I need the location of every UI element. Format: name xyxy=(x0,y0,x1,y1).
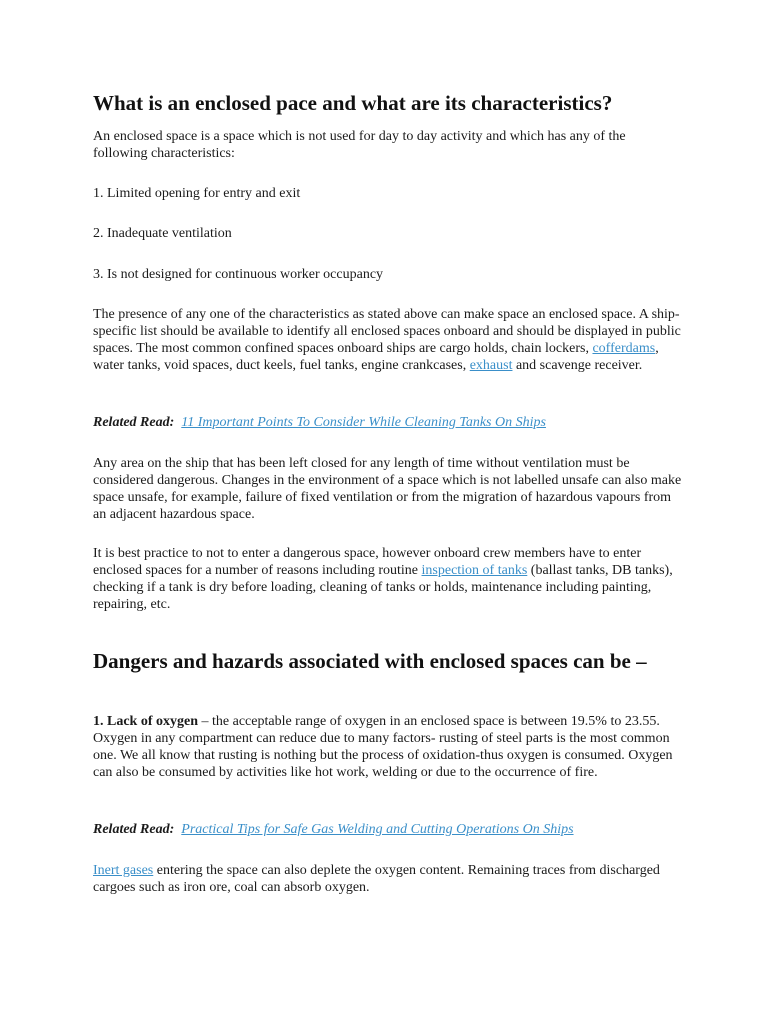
inspection-of-tanks-link[interactable]: inspection of tanks xyxy=(421,563,528,578)
characteristic-item-3: 3. Is not designed for continuous worker occupancy xyxy=(93,267,384,282)
section-heading-dangers: Dangers and hazards associated with enclosed spaces can be – xyxy=(93,649,647,673)
lack-of-oxygen-title: 1. Lack of oxygen xyxy=(93,714,198,729)
best-practice-text-2: (ballast tanks, DB tanks), checking if a tank is dry before loading, cleaning of tanks or holds, maintenance including painting, repairing, etc. xyxy=(93,563,673,612)
inert-gases-link[interactable]: Inert gases xyxy=(93,863,154,878)
related-read-1 xyxy=(93,414,683,431)
lack-of-oxygen-text: – the acceptable range of oxygen in an enclosed space is between 19.5% to 23.55. Oxygen in any compartment can reduce due to many factors- rusting of steel parts is the most common one. We all know that rusting is nothing but the process of oxidation-thus oxygen is consumed. Oxygen can also be consumed by activities like hot work, welding or due to the occurrence of fire. xyxy=(93,714,673,780)
related-read-label: Related Read: xyxy=(93,415,175,430)
inert-gases-text: entering the space can also deplete the oxygen content. Remaining traces from discharged cargoes such as iron ore, coal can absorb oxygen. xyxy=(93,863,660,895)
presence-paragraph xyxy=(93,306,683,374)
characteristic-item-2: 2. Inadequate ventilation xyxy=(93,226,232,241)
related-read-2 xyxy=(93,821,683,838)
related-read-link-gas-welding[interactable]: Practical Tips for Safe Gas Welding and Cutting Operations On Ships xyxy=(181,822,574,837)
related-read-link-tank-cleaning[interactable]: 11 Important Points To Consider While Cleaning Tanks On Ships xyxy=(181,415,546,430)
page-title: What is an enclosed pace and what are its characteristics? xyxy=(93,91,613,115)
cofferdams-link[interactable]: cofferdams xyxy=(592,341,656,356)
inert-gases-paragraph xyxy=(93,862,683,896)
presence-text-3: and scavenge receiver. xyxy=(512,358,643,373)
any-area-paragraph: Any area on the ship that has been left closed for any length of time without ventilation must be considered dangerous. Changes in the environment of a space which is not labelled unsafe can also make space unsafe, for example, failure of fixed ventilation or from the migration of hazardous vapours from an adjacent hazardous space. xyxy=(93,456,682,522)
best-practice-paragraph xyxy=(93,545,683,613)
related-read-label: Related Read: xyxy=(93,822,175,837)
presence-text-1: The presence of any one of the characteristics as stated above can make space an enclosed space. A ship-specific list should be available to identify all enclosed spaces onboard and should be displayed in public spaces. The most common confined spaces onboard ships are cargo holds, chain lockers, xyxy=(93,307,681,356)
intro-paragraph: An enclosed space is a space which is not used for day to day activity and which has any of the following characteristics: xyxy=(93,129,626,161)
characteristic-item-1: 1. Limited opening for entry and exit xyxy=(93,186,301,201)
best-practice-text-1: It is best practice to not to enter a dangerous space, however onboard crew members have to enter enclosed spaces for a number of reasons including routine xyxy=(93,546,642,578)
exhaust-link[interactable]: exhaust xyxy=(469,358,513,373)
presence-text-2: , water tanks, void spaces, duct keels, fuel tanks, engine crankcases, xyxy=(93,341,659,373)
lack-of-oxygen-paragraph xyxy=(93,713,683,781)
